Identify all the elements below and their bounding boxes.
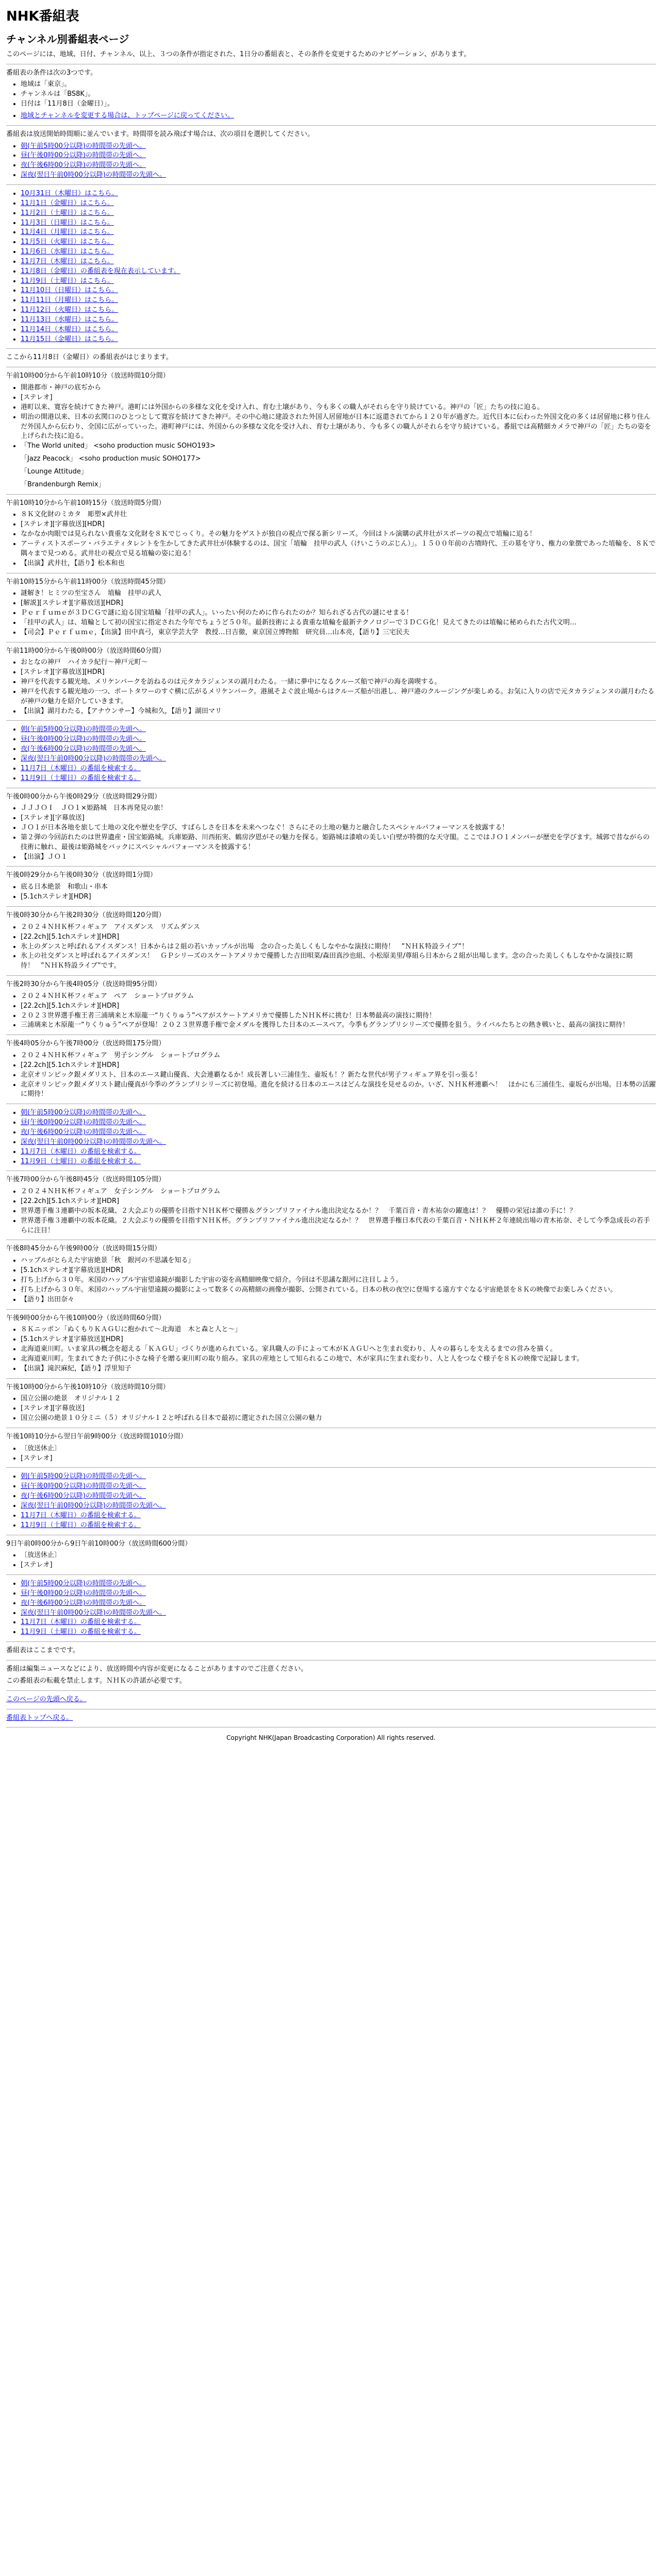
program-summary: • 神戸を代表する観光地、メリケンパークを訪ねるのは元タカラジェンヌの湖月わたる。一緒に夢中になるクルーズ船で神戸の海を満喫する。 bbox=[21, 677, 656, 687]
program-details bbox=[6, 1256, 656, 1304]
program-details bbox=[6, 589, 656, 637]
date-link-current[interactable]: 11月8日（金曜日）の番組表を現在表示しています。 bbox=[21, 267, 180, 275]
program-summary: • 世界選手権３連覇中の坂本花織、２大会ぶりの優勝を目指すＮＨＫ杯で優勝＆グランプリファイナル進出決定なるか！？ 千葉百音・青木祐奈の躍進は！？ 優勝の栄冠は誰の手に！？ bbox=[21, 1207, 656, 1216]
program-details bbox=[6, 1394, 656, 1423]
prev-day-search-link[interactable]: 11月7日（木曜日）の番組を検索する。 bbox=[21, 764, 141, 772]
program-attributes: • [ステレオ] bbox=[21, 393, 656, 403]
program-attributes: • [ステレオ][字幕放送][HDR] bbox=[21, 520, 656, 530]
divider bbox=[6, 1378, 656, 1379]
jump-morning-link[interactable]: 朝(午前5時00分以降)の時間帯の先頭へ。 bbox=[21, 1580, 146, 1588]
divider bbox=[6, 975, 656, 976]
program-cast: • 【出演】ＪＯ１ bbox=[21, 853, 656, 862]
program-time: 午後0時30分から午後2時30分（放送時間120分間） bbox=[6, 911, 166, 919]
divider bbox=[6, 866, 656, 867]
program-time: 午後0時29分から午後0時30分（放送時間1分間） bbox=[6, 871, 157, 879]
program-time: 午前10時10分から午前10時15分（放送時間5分間） bbox=[6, 499, 166, 507]
program-details bbox=[6, 992, 656, 1030]
program-details bbox=[6, 1444, 656, 1464]
program-title: • ２０２４ＮＨＫ杯フィギュア 男子シングル ショートプログラム bbox=[21, 1051, 656, 1061]
jump-latenight-link[interactable]: 深夜(翌日午前0時00分以降)の時間帯の先頭へ。 bbox=[21, 755, 166, 762]
program-attributes: • [ステレオ][字幕放送][HDR] bbox=[21, 668, 656, 677]
change-region-link[interactable]: 地域とチャンネルを変更する場合は、トップページに戻ってください。 bbox=[21, 111, 235, 120]
section-nav bbox=[6, 725, 656, 783]
program-details bbox=[6, 1187, 656, 1235]
divider bbox=[6, 494, 656, 495]
divider bbox=[6, 125, 656, 126]
program-summary: • Ｐｅｒｆｕｍｅが３ＤＣＧで謎に迫る国宝埴輪「挂甲の武人」。いったい何のために作られたのか？知られざる古代の謎にせまる！ bbox=[21, 608, 656, 618]
jump-evening-link[interactable]: 夜(午後6時00分以降)の時間帯の先頭へ。 bbox=[21, 1599, 146, 1607]
divider bbox=[6, 348, 656, 349]
section-nav bbox=[6, 1579, 656, 1637]
program-attributes: • [5.1chステレオ][字幕放送][HDR] bbox=[21, 1266, 656, 1276]
program-time: 午前10時00分から午前10時10分（放送時間10分間） bbox=[6, 372, 170, 380]
jump-latenight-link[interactable]: 深夜(翌日午前0時00分以降)の時間帯の先頭へ。 bbox=[21, 171, 166, 179]
jump-morning-link[interactable]: 朝(午前5時00分以降)の時間帯の先頭へ。 bbox=[21, 1472, 146, 1481]
program-description: • 氷上の社交ダンスと呼ばれるアイスダンス！ ＧＰシリーズのスケートアメリカで優勝した吉田唄菜/森田真沙也組、小松原美里/尊組ら日本から２組が出場します。念の合った美しくもしなやかな演技に期待！ ”ＮＨＫ特設ライブ”です。 bbox=[21, 952, 656, 971]
back-to-top-link[interactable]: このページの先頭へ戻る。 bbox=[6, 1695, 87, 1703]
program-description: • 三浦璃来と木原龍一“りくりゅう”ペアが登場！２０２３世界選手権で金メダルを獲得した日本のエースペア。今季もグランプリシリーズで優勝を狙う。ライバルたちとの熱き戦いと、最高の演技に期待！ bbox=[21, 1021, 656, 1030]
program-description: • 北海道東川町。生まれてきた子供に小さな椅子を贈る東川町の取り組み。家具の産地として知られるこの地で、木が家具に生まれ変わり、人と人をつなぐ様子を８Ｋの映像で記録します。 bbox=[21, 1354, 656, 1364]
divider bbox=[6, 1690, 656, 1691]
program-attributes: • [22.2ch][5.1chステレオ][HDR] bbox=[21, 1197, 656, 1207]
conditions-label: 番組表の条件は次の3つです。 bbox=[6, 69, 97, 77]
divider bbox=[6, 184, 656, 185]
program-time: 午後0時00分から午後0時29分（放送時間29分間） bbox=[6, 792, 161, 801]
next-day-search-link[interactable]: 11月9日（土曜日）の番組を検索する。 bbox=[21, 774, 141, 782]
program-title: • おとなの神戸 ハイカラ紀行〜神戸元町〜 bbox=[21, 658, 656, 668]
program-summary: • 北京オリンピック銀メダリスト、日本のエース鍵山優真、大会連覇なるか！成長著しい三浦佳生、壷坂も！？新たな世代が男子フィギュア界を引っ張る！ bbox=[21, 1071, 656, 1080]
program-details bbox=[6, 804, 656, 862]
program-description: • 第２弾の今回訪れたのは世界遺産・国宝姫路城。兵庫姫路、川西拓実、鶴房汐恩がその魅力を探る。姫路城は漆喰の美しい白壁が特徴的な天守閣。ここではＪＯ１メンバーが歴史を学びます。城郭で昔ながらの技術に触れ、最後は姫路城をバックにスペシャルパフォーマンスを披露する！ bbox=[21, 833, 656, 853]
program-time: 午後2時30分から午後4時05分（放送時間95分間） bbox=[6, 980, 161, 989]
program-description: • 神戸を代表する観光地の一つ、ポートタワーのすぐ横に広がるメリケンパーク。港風そよぐ波止場からはクルーズ船が出港し、神戸港のクルージングが楽しめる。お気に入りの店で元タカラジェンヌの湖月わたるが神戸の魅力を紹介していきます。 bbox=[21, 687, 656, 707]
program-description: • 「挂甲の武人」は、埴輪として初の国宝に指定された今年でちょうど５０年。最新技術による貴重な埴輪を最新テクノロジーで３ＤＣＧ化！見えてきたのは埴輪に秘められた古代文明… bbox=[21, 618, 656, 628]
program-title: • 底る日本絶景 和歌山・串本 bbox=[21, 883, 656, 892]
program-attributes: • [5.1chステレオ][字幕放送][HDR] bbox=[21, 1335, 656, 1345]
jump-latenight-link[interactable]: 深夜(翌日午前0時00分以降)の時間帯の先頭へ。 bbox=[21, 1502, 166, 1510]
program-cast: • 【司会】Ｐｅｒｆｕｍｅ，【出演】田中真弓，東京学芸大学 教授…日吉徹，東京国立博物館 研究員…山本亮，【語り】三宅民夫 bbox=[21, 628, 656, 638]
program-details bbox=[6, 383, 656, 489]
jump-noon-link[interactable]: 昼(午後0時00分以降)の時間帯の先頭へ。 bbox=[21, 151, 146, 160]
footer-copyright: Copyright NHK(Japan Broadcasting Corporation) All rights reserved. bbox=[226, 1734, 436, 1742]
program-attributes: • [ステレオ] bbox=[21, 1561, 656, 1570]
date-link[interactable]: 11月4日（月曜日）はこちら。 bbox=[21, 228, 114, 236]
date-list bbox=[6, 189, 656, 345]
program-attributes: • [22.2ch][5.1chステレオ][HDR] bbox=[21, 933, 656, 942]
divider bbox=[6, 1467, 656, 1468]
prev-day-search-link[interactable]: 11月7日（木曜日）の番組を検索する。 bbox=[21, 1147, 141, 1156]
program-title: • ２０２４ＮＨＫ杯フィギュア 女子シングル ショートプログラム bbox=[21, 1187, 656, 1197]
schedule-start-note: ここから11月8日（金曜日）の番組表がはじまります。 bbox=[6, 353, 173, 362]
program-attributes: • [22.2ch][5.1chステレオ][HDR] bbox=[21, 1061, 656, 1071]
program-time: 午後7時00分から午後8時45分（放送時間105分間） bbox=[6, 1176, 166, 1184]
program-attributes: • [解説][ステレオ][字幕放送][HDR] bbox=[21, 599, 656, 608]
program-time: 午後10時00分から午後10時10分（放送時間10分間） bbox=[6, 1383, 170, 1391]
condition-item: • 地域は「東京」。 bbox=[21, 80, 656, 90]
next-day-search-link[interactable]: 11月9日（土曜日）の番組を検索する。 bbox=[21, 1628, 141, 1636]
program-details bbox=[6, 658, 656, 716]
divider bbox=[6, 1574, 656, 1575]
divider bbox=[6, 720, 656, 721]
program-summary: • 港町以来、寛容を続けてきた神戸。港町には外国からの多様な文化を受け入れ、育む土壌があり、今も多くの職人がそれらを守り続けている。神戸の「匠」たちの技に迫る。 bbox=[21, 403, 656, 413]
date-link[interactable]: 11月5日（火曜日）はこちら。 bbox=[21, 238, 114, 246]
program-title: • ＪＪＪＯＩ ＪＯ１×姫路城 日本再発見の旅！ bbox=[21, 804, 656, 814]
program-description: • アーティストスポーツ・バラエティタレントを生かしてきた武井壮が体験するのは、国宝「埴輪 挂甲の武人（けいこうのぶじん）」。１５００年前の古墳時代、王の墓を守り、権力の象徴であった埴輪を、８Ｋで隅々まで見つめる。武井壮の視点で見る埴輪の姿に迫る！ bbox=[21, 539, 656, 559]
program-attributes: • [ステレオ][字幕放送] bbox=[21, 814, 656, 823]
program-attributes: • [ステレオ][字幕放送] bbox=[21, 1404, 656, 1414]
date-link[interactable]: 11月7日（木曜日）はこちら。 bbox=[21, 257, 114, 265]
program-title: • 〔放送休止〕 bbox=[21, 1444, 656, 1454]
jump-evening-link[interactable]: 夜(午後6時00分以降)の時間帯の先頭へ。 bbox=[21, 1492, 146, 1500]
program-title: • 開港都市・神戸の底ぢから bbox=[21, 383, 656, 393]
program-attributes: • [ステレオ] bbox=[21, 1454, 656, 1464]
program-details bbox=[6, 1551, 656, 1570]
program-time: 午後4時05分から午後7時00分（放送時間175分間） bbox=[6, 1040, 166, 1048]
section-nav bbox=[6, 1108, 656, 1166]
program-details bbox=[6, 883, 656, 902]
program-description: • 世界選手権３連覇中の坂本花織。２大会ぶりの優勝を目指すＮＨＫ杯。グランプリファイナル進出決定なるか！？ 世界選手権日本代表の千葉百音・ＮＨＫ杯２年連続出場の青木祐奈、そして今季急成長の若手らに注目！ bbox=[21, 1216, 656, 1236]
conditions-list bbox=[6, 80, 656, 109]
change-notice: 番組は編集ニュースなどにより、放送時間や内容が変更になることがありますのでご注意ください。 bbox=[6, 1665, 308, 1673]
jump-morning-link[interactable]: 朝(午前5時00分以降)の時間帯の先頭へ。 bbox=[21, 725, 146, 734]
jump-morning-link[interactable]: 朝(午前5時00分以降)の時間帯の先頭へ。 bbox=[21, 1109, 146, 1117]
date-link[interactable]: 11月10日（日曜日）はこちら。 bbox=[21, 286, 119, 295]
program-summary: • 打ち上げから３０年。米国のハッブル宇宙望遠鏡が撮影した宇宙の姿を高精細映像で紹介。今回は不思議な銀河に注目しよう。 bbox=[21, 1276, 656, 1285]
jump-evening-link[interactable]: 夜(午後6時00分以降)の時間帯の先頭へ。 bbox=[21, 161, 146, 170]
date-link[interactable]: 11月3日（日曜日）はこちら。 bbox=[21, 218, 114, 227]
jump-latenight-link[interactable]: 深夜(翌日午前0時00分以降)の時間帯の先頭へ。 bbox=[21, 1608, 166, 1617]
jump-noon-link[interactable]: 昼(午後0時00分以降)の時間帯の先頭へ。 bbox=[21, 1482, 146, 1490]
change-list bbox=[6, 111, 656, 121]
prev-day-search-link[interactable]: 11月7日（木曜日）の番組を検索する。 bbox=[21, 1511, 141, 1519]
program-title: • ２０２４ＮＨＫ杯フィギュア ペア ショートプログラム bbox=[21, 992, 656, 1002]
time-jump-list bbox=[6, 142, 656, 180]
date-link[interactable]: 11月12日（火曜日）はこちら。 bbox=[21, 306, 119, 314]
program-cast: • 【語り】出田奈々 bbox=[21, 1295, 656, 1305]
program-details bbox=[6, 1051, 656, 1099]
date-link[interactable]: 11月11日（月曜日）はこちら。 bbox=[21, 296, 119, 304]
condition-item: • チャンネルは「BS8K」。 bbox=[21, 90, 656, 99]
date-link[interactable]: 11月1日（金曜日）はこちら。 bbox=[21, 199, 114, 207]
program-title: • 謎解き！ヒミツの至宝さん 埴輪 挂甲の武人 bbox=[21, 589, 656, 599]
prev-day-search-link[interactable]: 11月7日（木曜日）の番組を検索する。 bbox=[21, 1618, 141, 1626]
program-description: • 打ち上げから３０年。米国のハッブル宇宙望遠鏡の撮影によって数多くの高精細の画像が撮影、公開されている。日本の秋の夜空に登場する遠方すぐなる宇宙絶景を８Ｋの映像でお楽しみください。 bbox=[21, 1285, 656, 1295]
program-summary: • 北海道東川町。いま家具の概念を超える「ＫＡＧＵ」づくりが進められている。家具職人の手によって木がＫＡＧＵへと生まれ変わり、人々の暮らしを支えるまでの営みを描く。 bbox=[21, 1345, 656, 1354]
program-details bbox=[6, 510, 656, 568]
condition-item: • 日付は「11月8日（金曜日）」。 bbox=[21, 99, 656, 109]
page-heading: チャンネル別番組表ページ bbox=[6, 32, 129, 45]
date-link[interactable]: 11月14日（木曜日）はこちら。 bbox=[21, 325, 119, 333]
jump-noon-link[interactable]: 昼(午後0時00分以降)の時間帯の先頭へ。 bbox=[21, 735, 146, 743]
jump-noon-link[interactable]: 昼(午後0時00分以降)の時間帯の先頭へ。 bbox=[21, 1589, 146, 1597]
program-time: 午後9時00分から午後10時00分（放送時間60分間） bbox=[6, 1314, 166, 1322]
program-title: • ハッブルがとらえた宇宙絶景「秋 銀河の不思議を知る」 bbox=[21, 1256, 656, 1266]
program-title: • ８Ｋニッポン「ぬくもりＫＡＧＵに抱かれて〜北海道 木と森と人と〜」 bbox=[21, 1325, 656, 1335]
jump-morning-link[interactable]: 朝(午前5時00分以降)の時間帯の先頭へ。 bbox=[21, 142, 146, 150]
program-music: • 「The World united」 <soho production music SOHO193> 「Jazz Peacock」 <soho production music SOHO177> 「Lounge Attitude」 「Brandenburgh Remix」 bbox=[21, 442, 656, 489]
site-title: NHK番組表 bbox=[6, 9, 79, 24]
program-cast: • 【出演】滝沢麻紀，【語り】浮里知子 bbox=[21, 1364, 656, 1374]
time-jump-label: 番組表は放送開始時間順に並んでいます。時間帯を読み飛ばす場合は、次の項目を選択してください。 bbox=[6, 130, 314, 138]
program-time: 9日午前0時00分から9日午前10時00分（放送時間600分間） bbox=[6, 1539, 192, 1548]
program-summary: • なかなか肉眼では見られない貴重な文化財を８Ｋでじっくり。その魅力をゲストが独自の視点で探る新シリーズ。今回はトル演購の武井壮がスポーツの視点で埴輪に迫る！ bbox=[21, 530, 656, 539]
program-description: • 北京オリンピック銀メダリスト鍵山優真が今季のグランプリシリーズに初登場。進化を続ける日本のエースはどんな演技を見せるのか。いざ、ＮＨＫ杯連覇へ！ ほかにも三浦佳生、壷坂らが出場。日本勢の活躍に期待！ bbox=[21, 1080, 656, 1100]
program-title: • ８Ｋ文化財のミカタ 彫塑×武井壮 bbox=[21, 510, 656, 520]
program-title: • 国立公園の絶景 オリジナル１２ bbox=[21, 1394, 656, 1404]
date-link[interactable]: 11月13日（水曜日）はこちら。 bbox=[21, 315, 119, 324]
jump-latenight-link[interactable]: 深夜(翌日午前0時00分以降)の時間帯の先頭へ。 bbox=[21, 1138, 166, 1146]
divider bbox=[6, 1641, 656, 1642]
program-time: 午後8時45分から午後9時00分（放送時間15分間） bbox=[6, 1245, 161, 1253]
program-details bbox=[6, 923, 656, 971]
program-title: • 〔放送休止〕 bbox=[21, 1551, 656, 1561]
program-summary: • ＪＯ１が日本各地を旅して土地の文化や歴史を学び、すばらしさを日本を未来へつなぐ！さらにその土地の魅力と融合したスペシャルパフォーマンスを披露する！ bbox=[21, 823, 656, 833]
next-day-search-link[interactable]: 11月9日（土曜日）の番組を検索する。 bbox=[21, 1157, 141, 1165]
jump-evening-link[interactable]: 夜(午後6時00分以降)の時間帯の先頭へ。 bbox=[21, 1128, 146, 1136]
date-link[interactable]: 11月2日（土曜日）はこちら。 bbox=[21, 209, 114, 217]
program-summary: • 国立公園の絶景１０分ミニ（５）オリジナル１２と呼ばれる日本で最初に選定された国立公園の魅力 bbox=[21, 1414, 656, 1423]
jump-evening-link[interactable]: 夜(午後6時00分以降)の時間帯の先頭へ。 bbox=[21, 745, 146, 753]
divider bbox=[6, 1309, 656, 1310]
program-time: 午前10時15分から午前11時00分（放送時間45分間） bbox=[6, 578, 170, 586]
program-time: 午後10時10分から翌日午前9時00分（放送時間1010分間） bbox=[6, 1432, 187, 1440]
next-day-search-link[interactable]: 11月9日（土曜日）の番組を検索する。 bbox=[21, 1521, 141, 1529]
schedule-end-note: 番組表はここまでです。 bbox=[6, 1647, 79, 1655]
divider bbox=[6, 906, 656, 907]
date-link[interactable]: 11月9日（土曜日）はこちら。 bbox=[21, 277, 114, 285]
intro-text: このページには、地域、日付、チャンネル、以上、３つの条件が指定された、1日分の番組表と、その条件を変更するためのナビゲーション、があります。 bbox=[6, 50, 471, 58]
jump-noon-link[interactable]: 昼(午後0時00分以降)の時間帯の先頭へ。 bbox=[21, 1118, 146, 1127]
program-summary: • 氷上のダンスと呼ばれるアイスダンス！日本からは２組の若いカップルが出場 念の合った美しくもしなやかな演技に期待！ ”ＮＨＫ特設ライブ”！ bbox=[21, 942, 656, 952]
date-link[interactable]: 11月6日（水曜日）はこちら。 bbox=[21, 248, 114, 256]
program-attributes: • [5.1chステレオ][HDR] bbox=[21, 892, 656, 902]
program-summary: • ２０２３世界選手権王者三浦璃来と木原龍一“りくりゅう”ペアがスケートアメリカで優勝したＮＨＫ杯に挑む！日本勢最高の演技に期待！ bbox=[21, 1011, 656, 1021]
program-cast: • 【出演】湖月わたる，【アナウンサー】今城和久，【語り】湖田マリ bbox=[21, 707, 656, 717]
copyright-notice: この番組表の転載を禁止します。ＮＨＫの許諾が必要です。 bbox=[6, 1676, 186, 1685]
section-nav bbox=[6, 1472, 656, 1530]
program-details bbox=[6, 1325, 656, 1374]
back-to-schedule-top-link[interactable]: 番組表トップへ戻る。 bbox=[6, 1714, 73, 1722]
program-title: • ２０２４ＮＨＫ杯フィギュア アイスダンス リズムダンス bbox=[21, 923, 656, 933]
program-cast: • 【出演】武井壮，【語り】松本和也 bbox=[21, 559, 656, 569]
date-link[interactable]: 11月15日（金曜日）はこちら。 bbox=[21, 335, 119, 343]
program-time: 午前11時00分から午後0時00分（放送時間60分間） bbox=[6, 647, 166, 655]
program-description: • 明治の開港以来、日本の玄関口のひとつとして寛容を続けてきた神戸。その中心地に建設された外国人居留地が日本に返還されてから１２０年が過ぎた。近代日本に伝わった外国文化の多くは居留地に移り住んだ外国人から伝わり、全国に広がっていった。港町神戸には、外国からの多様な文化を受け入れ、育む土壌があり、今も多くの職人がそれらを守り続けている。番組では高精細カメラで神戸の「匠」たちの姿を上げられた技に迫る。 bbox=[21, 413, 656, 442]
program-attributes: • [22.2ch][5.1chステレオ][HDR] bbox=[21, 1002, 656, 1011]
date-link[interactable]: 10月31日（木曜日）はこちら。 bbox=[21, 189, 119, 197]
